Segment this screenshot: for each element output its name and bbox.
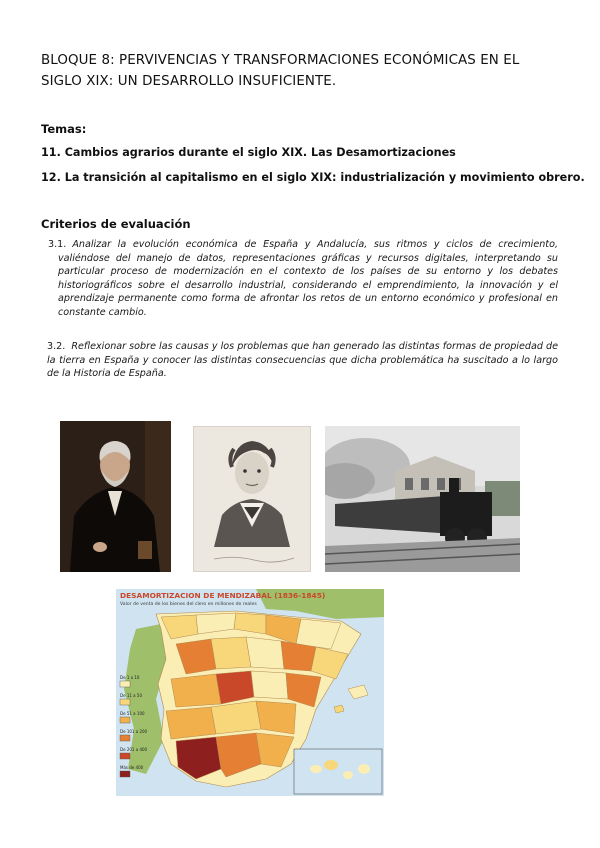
criterio-text: Reflexionar sobre las causas y los problemas que han generado las distintas formas de propiedad de la tierra en España y conocer las distintas consecuencias que dicha problemática ha suscitado a lo largo de la Historia de España. [47,341,558,380]
criterio-text: Analizar la evolución económica de España y Andalucía, sus ritmos y ciclos de crecimiento, valiéndose del manejo de datos, representaciones gráficas y recursos digitales, interpretando su particular proceso de modernización en el contexto de los países de su entorno y los debates historiográficos sobre el desarrollo industrial, considerando el emprendimiento, la innovación y el aprendizaje permanente como forma de afrontar los retos de un entorno económico y profesional en constante cambio. [58,239,558,318]
svg-text:De 1 a 10: De 1 a 10 [120,675,140,680]
tema-item-12: 12. La transición al capitalismo en el siglo XIX: industrialización y movimiento obrero. [41,171,585,184]
criterio-number: 3.1. [48,239,67,250]
criterio-number: 3.2. [47,341,66,352]
map-title: DESAMORTIZACION DE MENDIZABAL (1836-1845) [120,591,326,600]
svg-text:De 101 a 200: De 101 a 200 [120,729,148,734]
temas-heading: Temas: [41,122,87,136]
criterios-heading: Criterios de evaluación [41,217,191,231]
tema-item-11: 11. Cambios agrarios durante el siglo XIX. Las Desamortizaciones [41,146,456,159]
portrait-icon [60,421,171,572]
criterio-3-1 [48,238,558,320]
portrait-image [60,421,171,572]
steam-train-photo-icon [325,426,520,572]
desamortizacion-map [116,589,384,796]
steam-train-photo [325,426,520,572]
map-subtitle: Valor de venta de los bienes del clero en millones de reales [120,602,257,607]
engraving-portrait-icon [194,427,310,571]
page-title: BLOQUE 8: PERVIVENCIAS Y TRANSFORMACIONES ECONÓMICAS EN EL SIGLO XIX: UN DESARROLLO INSUFICIENTE. [41,53,520,89]
svg-text:Más de 400: Más de 400 [120,765,144,770]
svg-text:De 201 a 400: De 201 a 400 [120,747,148,752]
spain-map-icon [116,589,384,796]
engraving-portrait-image [193,426,311,572]
criterio-3-2 [47,340,558,381]
svg-text:De 11 a 50: De 11 a 50 [120,693,142,698]
svg-text:De 51 a 100: De 51 a 100 [120,711,145,716]
